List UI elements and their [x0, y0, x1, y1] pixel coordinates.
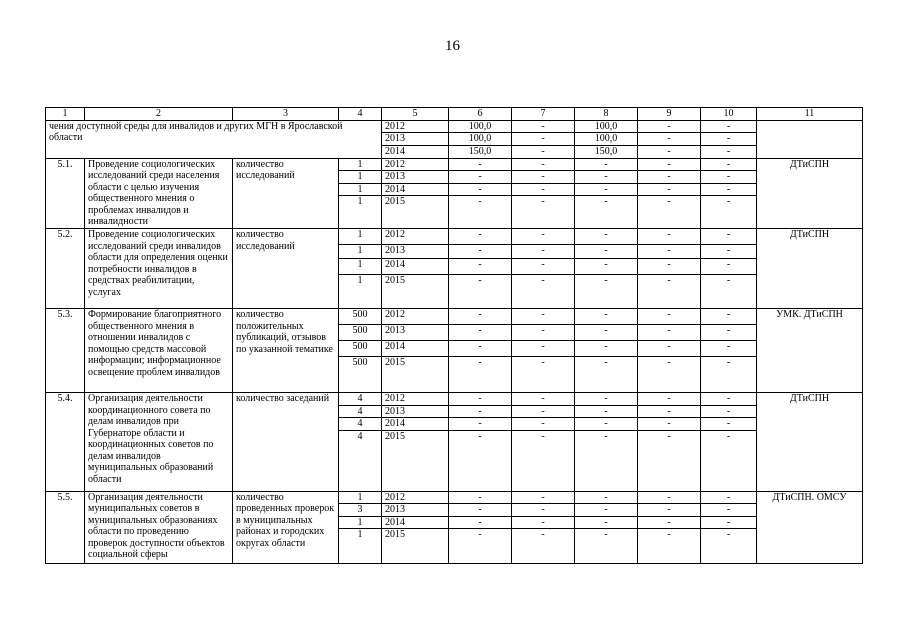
- year-cell: 2012: [382, 229, 449, 245]
- value-cell-7: -: [512, 183, 575, 196]
- section-executor: ДТиСПН: [757, 229, 863, 309]
- value-cell-6: -: [449, 229, 512, 245]
- value-cell-8: -: [575, 529, 638, 564]
- target-value: 1: [339, 275, 382, 309]
- value-cell-7: -: [512, 325, 575, 341]
- header-cell-11: 11: [757, 108, 863, 121]
- section-number: 5.5.: [46, 491, 85, 564]
- year-cell: 2012: [382, 393, 449, 406]
- section-executor: ДТиСПН: [757, 158, 863, 229]
- value-cell-10: -: [701, 357, 757, 393]
- value-cell-7: -: [512, 158, 575, 171]
- value-cell-8: -: [575, 171, 638, 184]
- value-cell-9: -: [638, 229, 701, 245]
- target-value: 1: [339, 229, 382, 245]
- value-cell-8: -: [575, 393, 638, 406]
- target-value: 4: [339, 393, 382, 406]
- target-value: 1: [339, 158, 382, 171]
- value-cell-7: -: [512, 430, 575, 491]
- section-name: Проведение социологических исследований среди населения области с целью изучения общественного мнения о проблемах инвалидов и инвалидности: [85, 158, 233, 229]
- target-value: 1: [339, 529, 382, 564]
- target-value: 1: [339, 516, 382, 529]
- section-number: 5.1.: [46, 158, 85, 229]
- value-cell-6: -: [449, 183, 512, 196]
- value-cell-7: -: [512, 405, 575, 418]
- value-cell-10: -: [701, 529, 757, 564]
- value-cell-9: -: [638, 418, 701, 431]
- section-indicator: количество проведенных проверок в муниципальных районах и городских округах области: [233, 491, 339, 564]
- value-cell-8: 100,0: [575, 120, 638, 133]
- value-cell-8: -: [575, 275, 638, 309]
- header-cell-7: 7: [512, 108, 575, 121]
- section-indicator: количество положительных публикаций, отзывов по указанной тематике: [233, 309, 339, 393]
- target-value: 1: [339, 171, 382, 184]
- value-cell-6: -: [449, 158, 512, 171]
- value-cell-8: 100,0: [575, 133, 638, 146]
- year-cell: 2015: [382, 196, 449, 229]
- value-cell-10: -: [701, 516, 757, 529]
- value-cell-7: -: [512, 259, 575, 275]
- section-name: Формирование благоприятного общественного мнения в отношении инвалидов с помощью средств массовой информации; информационное освещение проблем инвалидов: [85, 309, 233, 393]
- section-indicator: количество исследований: [233, 229, 339, 309]
- value-cell-9: -: [638, 171, 701, 184]
- value-cell-6: -: [449, 171, 512, 184]
- year-cell: 2012: [382, 309, 449, 325]
- value-cell-9: -: [638, 309, 701, 325]
- page-number: 16: [445, 38, 460, 54]
- value-cell-8: -: [575, 259, 638, 275]
- header-cell-10: 10: [701, 108, 757, 121]
- target-value: 1: [339, 183, 382, 196]
- section-name: Проведение социологических исследований среди инвалидов области для определения оценки потребности инвалидов в средствах реабилитации, услугах: [85, 229, 233, 309]
- section-row: [46, 309, 863, 325]
- value-cell-10: -: [701, 418, 757, 431]
- year-cell: 2013: [382, 405, 449, 418]
- section-number: 5.2.: [46, 229, 85, 309]
- value-cell-7: -: [512, 171, 575, 184]
- value-cell-10: -: [701, 309, 757, 325]
- header-cell-2: 2: [85, 108, 233, 121]
- value-cell-9: -: [638, 341, 701, 357]
- header-row: [46, 108, 863, 121]
- section-executor: ДТиСПН: [757, 393, 863, 492]
- value-cell-9: -: [638, 325, 701, 341]
- value-cell-8: -: [575, 516, 638, 529]
- section-executor: УМК. ДТиСПН: [757, 309, 863, 393]
- value-cell-6: -: [449, 504, 512, 517]
- value-cell-9: -: [638, 133, 701, 146]
- year-cell: 2014: [382, 259, 449, 275]
- target-value: 4: [339, 418, 382, 431]
- value-cell-6: -: [449, 275, 512, 309]
- year-cell: 2014: [382, 146, 449, 159]
- value-cell-9: -: [638, 183, 701, 196]
- year-cell: 2014: [382, 516, 449, 529]
- section-indicator: количество исследований: [233, 158, 339, 229]
- value-cell-9: -: [638, 259, 701, 275]
- value-cell-9: -: [638, 405, 701, 418]
- value-cell-6: -: [449, 430, 512, 491]
- section-row: [46, 393, 863, 406]
- value-cell-6: -: [449, 245, 512, 259]
- section-row: [46, 491, 863, 504]
- target-value: 3: [339, 504, 382, 517]
- target-value: 500: [339, 341, 382, 357]
- value-cell-8: -: [575, 430, 638, 491]
- value-cell-9: -: [638, 146, 701, 159]
- value-cell-8: -: [575, 405, 638, 418]
- value-cell-8: -: [575, 357, 638, 393]
- value-cell-6: 100,0: [449, 133, 512, 146]
- year-cell: 2015: [382, 529, 449, 564]
- value-cell-6: -: [449, 405, 512, 418]
- target-value: 500: [339, 325, 382, 341]
- year-cell: 2012: [382, 120, 449, 133]
- value-cell-9: -: [638, 393, 701, 406]
- continuation-executor: [757, 120, 863, 158]
- value-cell-8: -: [575, 309, 638, 325]
- value-cell-6: -: [449, 259, 512, 275]
- section-executor: ДТиСПН. ОМСУ: [757, 491, 863, 564]
- value-cell-10: -: [701, 229, 757, 245]
- value-cell-6: -: [449, 341, 512, 357]
- value-cell-7: -: [512, 229, 575, 245]
- value-cell-6: -: [449, 491, 512, 504]
- value-cell-8: -: [575, 491, 638, 504]
- value-cell-6: -: [449, 516, 512, 529]
- value-cell-9: -: [638, 491, 701, 504]
- value-cell-10: -: [701, 146, 757, 159]
- value-cell-8: 150,0: [575, 146, 638, 159]
- value-cell-9: -: [638, 196, 701, 229]
- value-cell-9: -: [638, 430, 701, 491]
- value-cell-6: -: [449, 357, 512, 393]
- target-value: 500: [339, 309, 382, 325]
- value-cell-10: -: [701, 504, 757, 517]
- value-cell-7: -: [512, 341, 575, 357]
- value-cell-6: -: [449, 325, 512, 341]
- year-cell: 2013: [382, 325, 449, 341]
- value-cell-9: -: [638, 357, 701, 393]
- year-cell: 2012: [382, 491, 449, 504]
- value-cell-10: -: [701, 341, 757, 357]
- value-cell-9: -: [638, 245, 701, 259]
- value-cell-10: -: [701, 196, 757, 229]
- value-cell-7: -: [512, 146, 575, 159]
- value-cell-6: 150,0: [449, 146, 512, 159]
- value-cell-8: -: [575, 196, 638, 229]
- year-cell: 2013: [382, 245, 449, 259]
- value-cell-10: -: [701, 245, 757, 259]
- header-cell-3: 3: [233, 108, 339, 121]
- value-cell-7: -: [512, 196, 575, 229]
- value-cell-10: -: [701, 158, 757, 171]
- header-cell-5: 5: [382, 108, 449, 121]
- year-cell: 2013: [382, 504, 449, 517]
- value-cell-8: -: [575, 418, 638, 431]
- value-cell-7: -: [512, 491, 575, 504]
- value-cell-10: -: [701, 120, 757, 133]
- section-row: [46, 229, 863, 245]
- value-cell-6: -: [449, 529, 512, 564]
- section-row: [46, 158, 863, 171]
- year-cell: 2014: [382, 183, 449, 196]
- value-cell-7: -: [512, 529, 575, 564]
- value-cell-7: -: [512, 504, 575, 517]
- value-cell-8: -: [575, 158, 638, 171]
- target-value: 1: [339, 491, 382, 504]
- target-value: 1: [339, 259, 382, 275]
- value-cell-8: -: [575, 183, 638, 196]
- header-cell-9: 9: [638, 108, 701, 121]
- header-cell-8: 8: [575, 108, 638, 121]
- section-indicator: количество заседаний: [233, 393, 339, 492]
- value-cell-6: -: [449, 393, 512, 406]
- value-cell-8: -: [575, 504, 638, 517]
- year-cell: 2015: [382, 430, 449, 491]
- value-cell-9: -: [638, 275, 701, 309]
- year-cell: 2014: [382, 341, 449, 357]
- value-cell-9: -: [638, 529, 701, 564]
- value-cell-9: -: [638, 120, 701, 133]
- value-cell-10: -: [701, 393, 757, 406]
- value-cell-8: -: [575, 341, 638, 357]
- value-cell-7: -: [512, 516, 575, 529]
- header-cell-1: 1: [46, 108, 85, 121]
- continuation-row: [46, 120, 863, 133]
- value-cell-10: -: [701, 325, 757, 341]
- value-cell-6: -: [449, 309, 512, 325]
- value-cell-10: -: [701, 171, 757, 184]
- value-cell-10: -: [701, 183, 757, 196]
- year-cell: 2013: [382, 133, 449, 146]
- value-cell-10: -: [701, 259, 757, 275]
- value-cell-8: -: [575, 325, 638, 341]
- section-number: 5.3.: [46, 309, 85, 393]
- value-cell-6: -: [449, 196, 512, 229]
- value-cell-10: -: [701, 133, 757, 146]
- value-cell-7: -: [512, 418, 575, 431]
- value-cell-9: -: [638, 516, 701, 529]
- section-number: 5.4.: [46, 393, 85, 492]
- value-cell-9: -: [638, 158, 701, 171]
- year-cell: 2015: [382, 357, 449, 393]
- year-cell: 2014: [382, 418, 449, 431]
- value-cell-7: -: [512, 120, 575, 133]
- year-cell: 2013: [382, 171, 449, 184]
- section-name: Организация деятельности координационного совета по делам инвалидов при Губернаторе области и координационных советов по делам инвалидов муниципальных образований области: [85, 393, 233, 492]
- value-cell-10: -: [701, 405, 757, 418]
- target-value: 1: [339, 196, 382, 229]
- value-cell-8: -: [575, 245, 638, 259]
- value-cell-10: -: [701, 491, 757, 504]
- year-cell: 2015: [382, 275, 449, 309]
- value-cell-6: 100,0: [449, 120, 512, 133]
- value-cell-10: -: [701, 430, 757, 491]
- header-cell-6: 6: [449, 108, 512, 121]
- header-cell-4: 4: [339, 108, 382, 121]
- target-value: 500: [339, 357, 382, 393]
- value-cell-7: -: [512, 393, 575, 406]
- value-cell-7: -: [512, 357, 575, 393]
- value-cell-6: -: [449, 418, 512, 431]
- value-cell-9: -: [638, 504, 701, 517]
- value-cell-7: -: [512, 245, 575, 259]
- section-name: Организация деятельности муниципальных советов в муниципальных образованиях области по проведению проверок доступности объектов социальной сферы: [85, 491, 233, 564]
- value-cell-7: -: [512, 133, 575, 146]
- target-value: 4: [339, 430, 382, 491]
- value-cell-8: -: [575, 229, 638, 245]
- target-value: 4: [339, 405, 382, 418]
- continuation-title: чения доступной среды для инвалидов и других МГН в Ярославской области: [46, 120, 382, 158]
- target-value: 1: [339, 245, 382, 259]
- year-cell: 2012: [382, 158, 449, 171]
- measures-table: [45, 107, 863, 564]
- value-cell-7: -: [512, 275, 575, 309]
- value-cell-7: -: [512, 309, 575, 325]
- value-cell-10: -: [701, 275, 757, 309]
